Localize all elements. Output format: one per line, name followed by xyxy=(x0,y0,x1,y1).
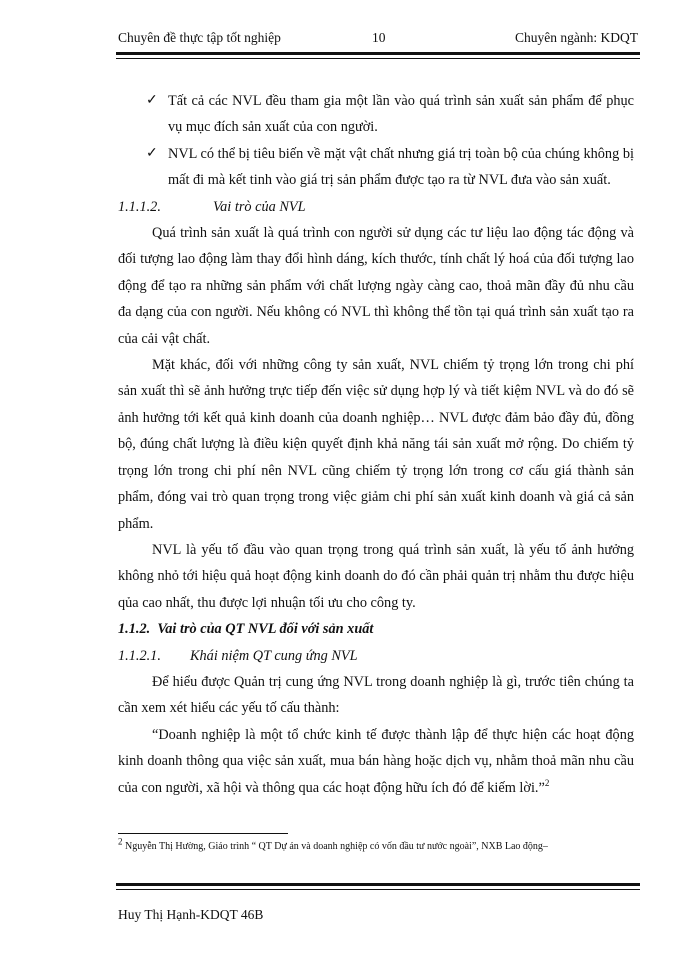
check-icon: ✓ xyxy=(146,145,158,161)
footnote-number: 2 xyxy=(118,836,123,847)
section-heading-1112 xyxy=(118,194,634,220)
footer-rule-thin xyxy=(116,889,640,890)
header-major: Chuyên ngành: KDQT xyxy=(515,30,638,45)
paragraph: Để hiểu được Quản trị cung ứng NVL trong doanh nghiệp là gì, trước tiên chúng ta cần xem xét hiểu các yếu tố cấu thành: xyxy=(118,673,634,717)
section-title: Vai trò của NVL xyxy=(213,198,306,215)
footnote-rule xyxy=(118,833,288,834)
section-number: 1.1.1.2. xyxy=(118,198,161,215)
section-heading-112 xyxy=(118,616,634,642)
bullet-item xyxy=(118,88,634,141)
section-title: Vai trò của QT NVL đối với sản xuất xyxy=(157,621,374,638)
page-body xyxy=(118,88,634,801)
paragraph: Quá trình sản xuất là quá trình con người sử dụng các tư liệu lao động tác động và đối tượng lao động làm thay đổi hình dáng, kích thước, tính chất lý hoá của đối tượng lao động để tạo ra những sản phẩm với chất lượng ngày càng cao, thoả mãn đầy đủ nhu cầu đa dạng của con người. Nếu không có NVL thì không thể tồn tại quá trình sản xuất tạo ra của cải vật chất. xyxy=(118,225,634,347)
quote-text: “Doanh nghiệp là một tổ chức kinh tế được thành lập để thực hiện các hoạt động kinh doanh thông qua việc sản xuất, mua bán hàng hoặc dịch vụ, nhằm thoả mãn nhu cầu của con người, xã hội và thông qua các hoạt động hữu ích đó để kiếm lời.” xyxy=(118,726,634,796)
footer-rule-thick xyxy=(116,883,640,886)
paragraph: NVL là yếu tố đầu vào quan trọng trong quá trình sản xuất, là yếu tố ảnh hưởng không nhỏ tới hiệu quả hoạt động kinh doanh do đó cần phải quản trị nhằm thu được hiệu qủa cao nhất, thu được lợi nhuận tối ưu cho công ty. xyxy=(118,541,634,611)
header-rule-thick xyxy=(116,52,640,55)
page-header xyxy=(118,30,638,50)
footnote-ref[interactable]: 2 xyxy=(544,777,550,788)
paragraph: Mặt khác, đối với những công ty sản xuất, NVL chiếm tỷ trọng lớn trong chi phí sản xuất thì sẽ ảnh hưởng trực tiếp đến việc sử dụng hợp lý và tiết kiệm NVL và do đó sẽ ảnh hưởng tới kết quả kinh doanh của doanh nghiệp… NVL được đảm bảo đầy đủ, đồng bộ, đúng chất lượng là điều kiện quyết định khả năng tái sản xuất mở rộng. Do chiếm tỷ trọng lớn trong chi phí nên NVL cũng chiếm tỷ trọng lớn trong cơ cấu giá thành sản phẩm, đóng vai trò quan trọng trong việc giảm chi phí sản xuất kinh doanh và giá cả sản phẩm. xyxy=(118,357,634,532)
bullet-item xyxy=(118,141,634,194)
page-number: 10 xyxy=(372,30,386,45)
section-title: Khái niệm QT cung ứng NVL xyxy=(190,647,358,664)
header-rule-thin xyxy=(116,58,640,59)
bullet-text: Tất cả các NVL đều tham gia một lần vào quá trình sản xuất sản phẩm để phục vụ mục đích sản xuất của con người. xyxy=(168,93,634,136)
footer-author: Huy Thị Hạnh-KDQT 46B xyxy=(118,907,264,922)
section-number: 1.1.2.1. xyxy=(118,647,161,664)
quote-paragraph xyxy=(118,722,634,801)
bullet-text: NVL có thể bị tiêu biến về mặt vật chất nhưng giá trị toàn bộ của chúng không bị mất đi mà kết tinh vào giá trị sản phẩm được tạo ra từ NVL đưa vào sản xuất. xyxy=(168,145,634,189)
header-title: Chuyên đề thực tập tốt nghiệp xyxy=(118,30,281,45)
footnote-text: Nguyễn Thị Hường, Giáo trình “ QT Dự án và doanh nghiệp có vốn đầu tư nước ngoài”, NXB Lao động– xyxy=(122,841,548,852)
section-heading-1121 xyxy=(118,643,634,669)
check-icon: ✓ xyxy=(146,93,158,108)
footnote xyxy=(118,836,648,852)
section-number: 1.1.2. xyxy=(118,621,151,638)
